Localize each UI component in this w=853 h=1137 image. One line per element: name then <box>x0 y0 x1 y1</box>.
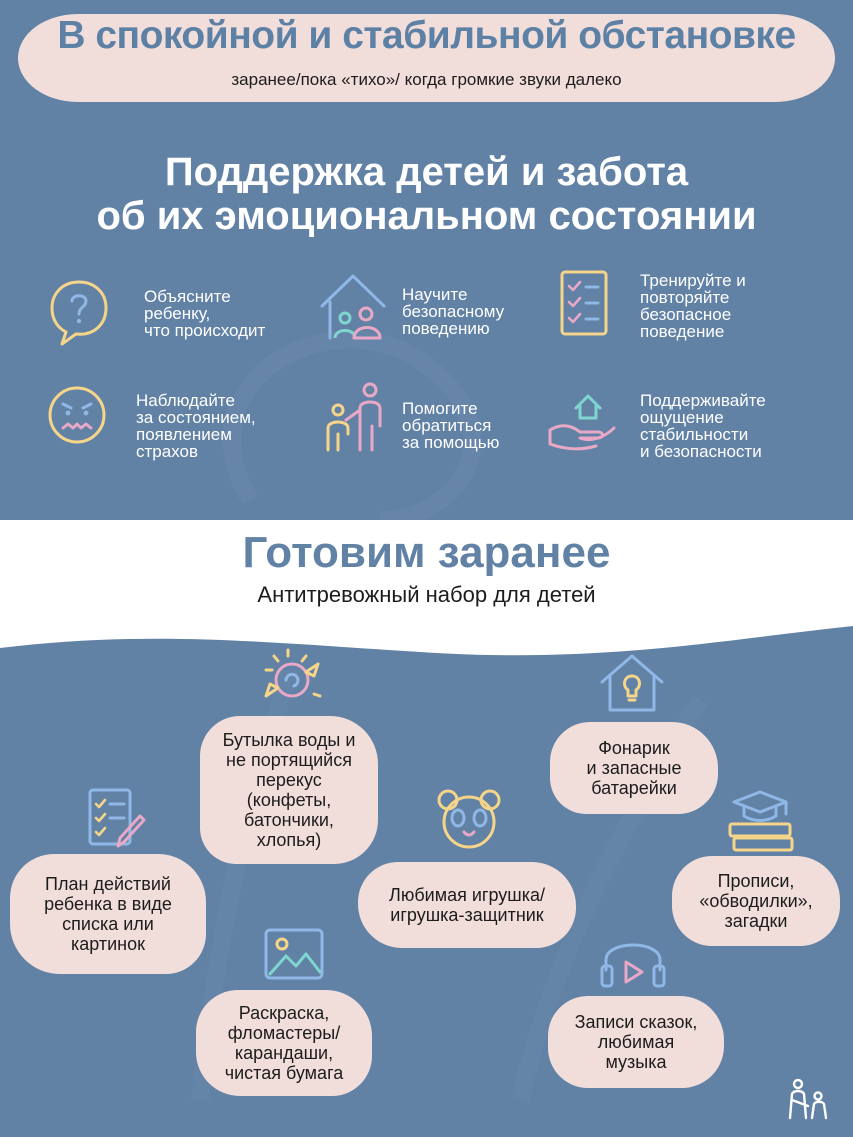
headphones-play-icon <box>598 926 668 992</box>
tip-explain <box>144 288 265 339</box>
picture-icon <box>262 926 326 984</box>
tip-line: и безопасности <box>640 442 762 461</box>
tip-line: обратиться <box>402 416 492 435</box>
kit-title: Готовим заранее <box>242 528 611 577</box>
tip-line: появлением <box>136 425 232 444</box>
tip-teach <box>402 286 504 337</box>
pill-title: В спокойной и стабильной обстановке <box>57 14 796 57</box>
tip-line: страхов <box>136 442 198 461</box>
kit-item-action-plan <box>10 854 206 974</box>
kit-item-audio <box>548 996 724 1088</box>
kit-item-water-snacks <box>200 716 378 864</box>
kit-item-text: Любимая игрушка/ игрушка-защитник <box>389 885 545 925</box>
tip-line: ребенку, <box>144 304 211 323</box>
pill-subtitle: заранее/пока «тихо»/ когда громкие звуки далеко <box>231 70 622 89</box>
kit-item-coloring <box>196 990 372 1096</box>
panda-toy-icon <box>434 786 504 850</box>
tip-line: поведению <box>402 319 490 338</box>
tip-support <box>640 392 766 460</box>
house-lightbulb-icon <box>598 652 666 714</box>
kit-item-text: Бутылка воды и не портящийся перекус (конфеты, батончики, хлопья) <box>222 730 356 850</box>
page-title-line2: об их эмоциональном состоянии <box>96 194 757 238</box>
kit-item-text: План действий ребенка в виде списка или картинок <box>44 874 172 954</box>
kit-item-text: Прописи, «обводилки», загадки <box>699 871 813 931</box>
tip-line: стабильности <box>640 425 749 444</box>
tip-line: повторяйте <box>640 288 730 307</box>
tip-line: за помощью <box>402 433 500 452</box>
tip-help <box>402 400 499 451</box>
hand-holding-house-icon <box>546 384 618 454</box>
anxious-face-icon <box>46 384 108 446</box>
page-title-line1: Поддержка детей и забота <box>164 150 689 194</box>
books-graduation-cap-icon <box>724 788 796 854</box>
kit-item-text: Раскраска, фломастеры/ карандаши, чистая бумага <box>224 1003 344 1083</box>
checklist-icon <box>558 268 610 338</box>
tip-line: Помогите <box>402 399 478 418</box>
tip-line: за состоянием, <box>136 408 256 427</box>
tip-line: ощущение <box>640 408 724 427</box>
house-with-people-icon <box>318 272 388 344</box>
adult-helping-child-icon <box>320 380 388 454</box>
tip-line: безопасное <box>640 305 732 324</box>
kit-item-favorite-toy <box>358 862 576 948</box>
tip-line: поведение <box>640 322 725 341</box>
question-speech-bubble-icon <box>48 276 110 348</box>
tip-line: что происходит <box>144 321 266 340</box>
tip-observe <box>136 392 256 460</box>
tip-practice <box>640 272 746 340</box>
candy-icon <box>258 644 326 710</box>
tip-line: Наблюдайте <box>136 391 235 410</box>
tip-line: Научите <box>402 285 468 304</box>
kit-item-text: Фонарик и запасные батарейки <box>586 738 682 798</box>
tip-line: Поддерживайте <box>640 391 766 410</box>
wave-divider <box>0 600 853 670</box>
kit-item-text: Записи сказок, любимая музыка <box>574 1012 698 1072</box>
kit-item-flashlight <box>550 722 718 814</box>
tip-line: безопасному <box>402 302 505 321</box>
family-logo-icon <box>786 1076 832 1122</box>
checklist-pencil-icon <box>86 786 154 850</box>
kit-subtitle: Антитревожный набор для детей <box>257 582 596 607</box>
kit-item-workbooks <box>672 856 840 946</box>
tip-line: Тренируйте и <box>640 271 746 290</box>
tip-line: Объясните <box>144 287 231 306</box>
